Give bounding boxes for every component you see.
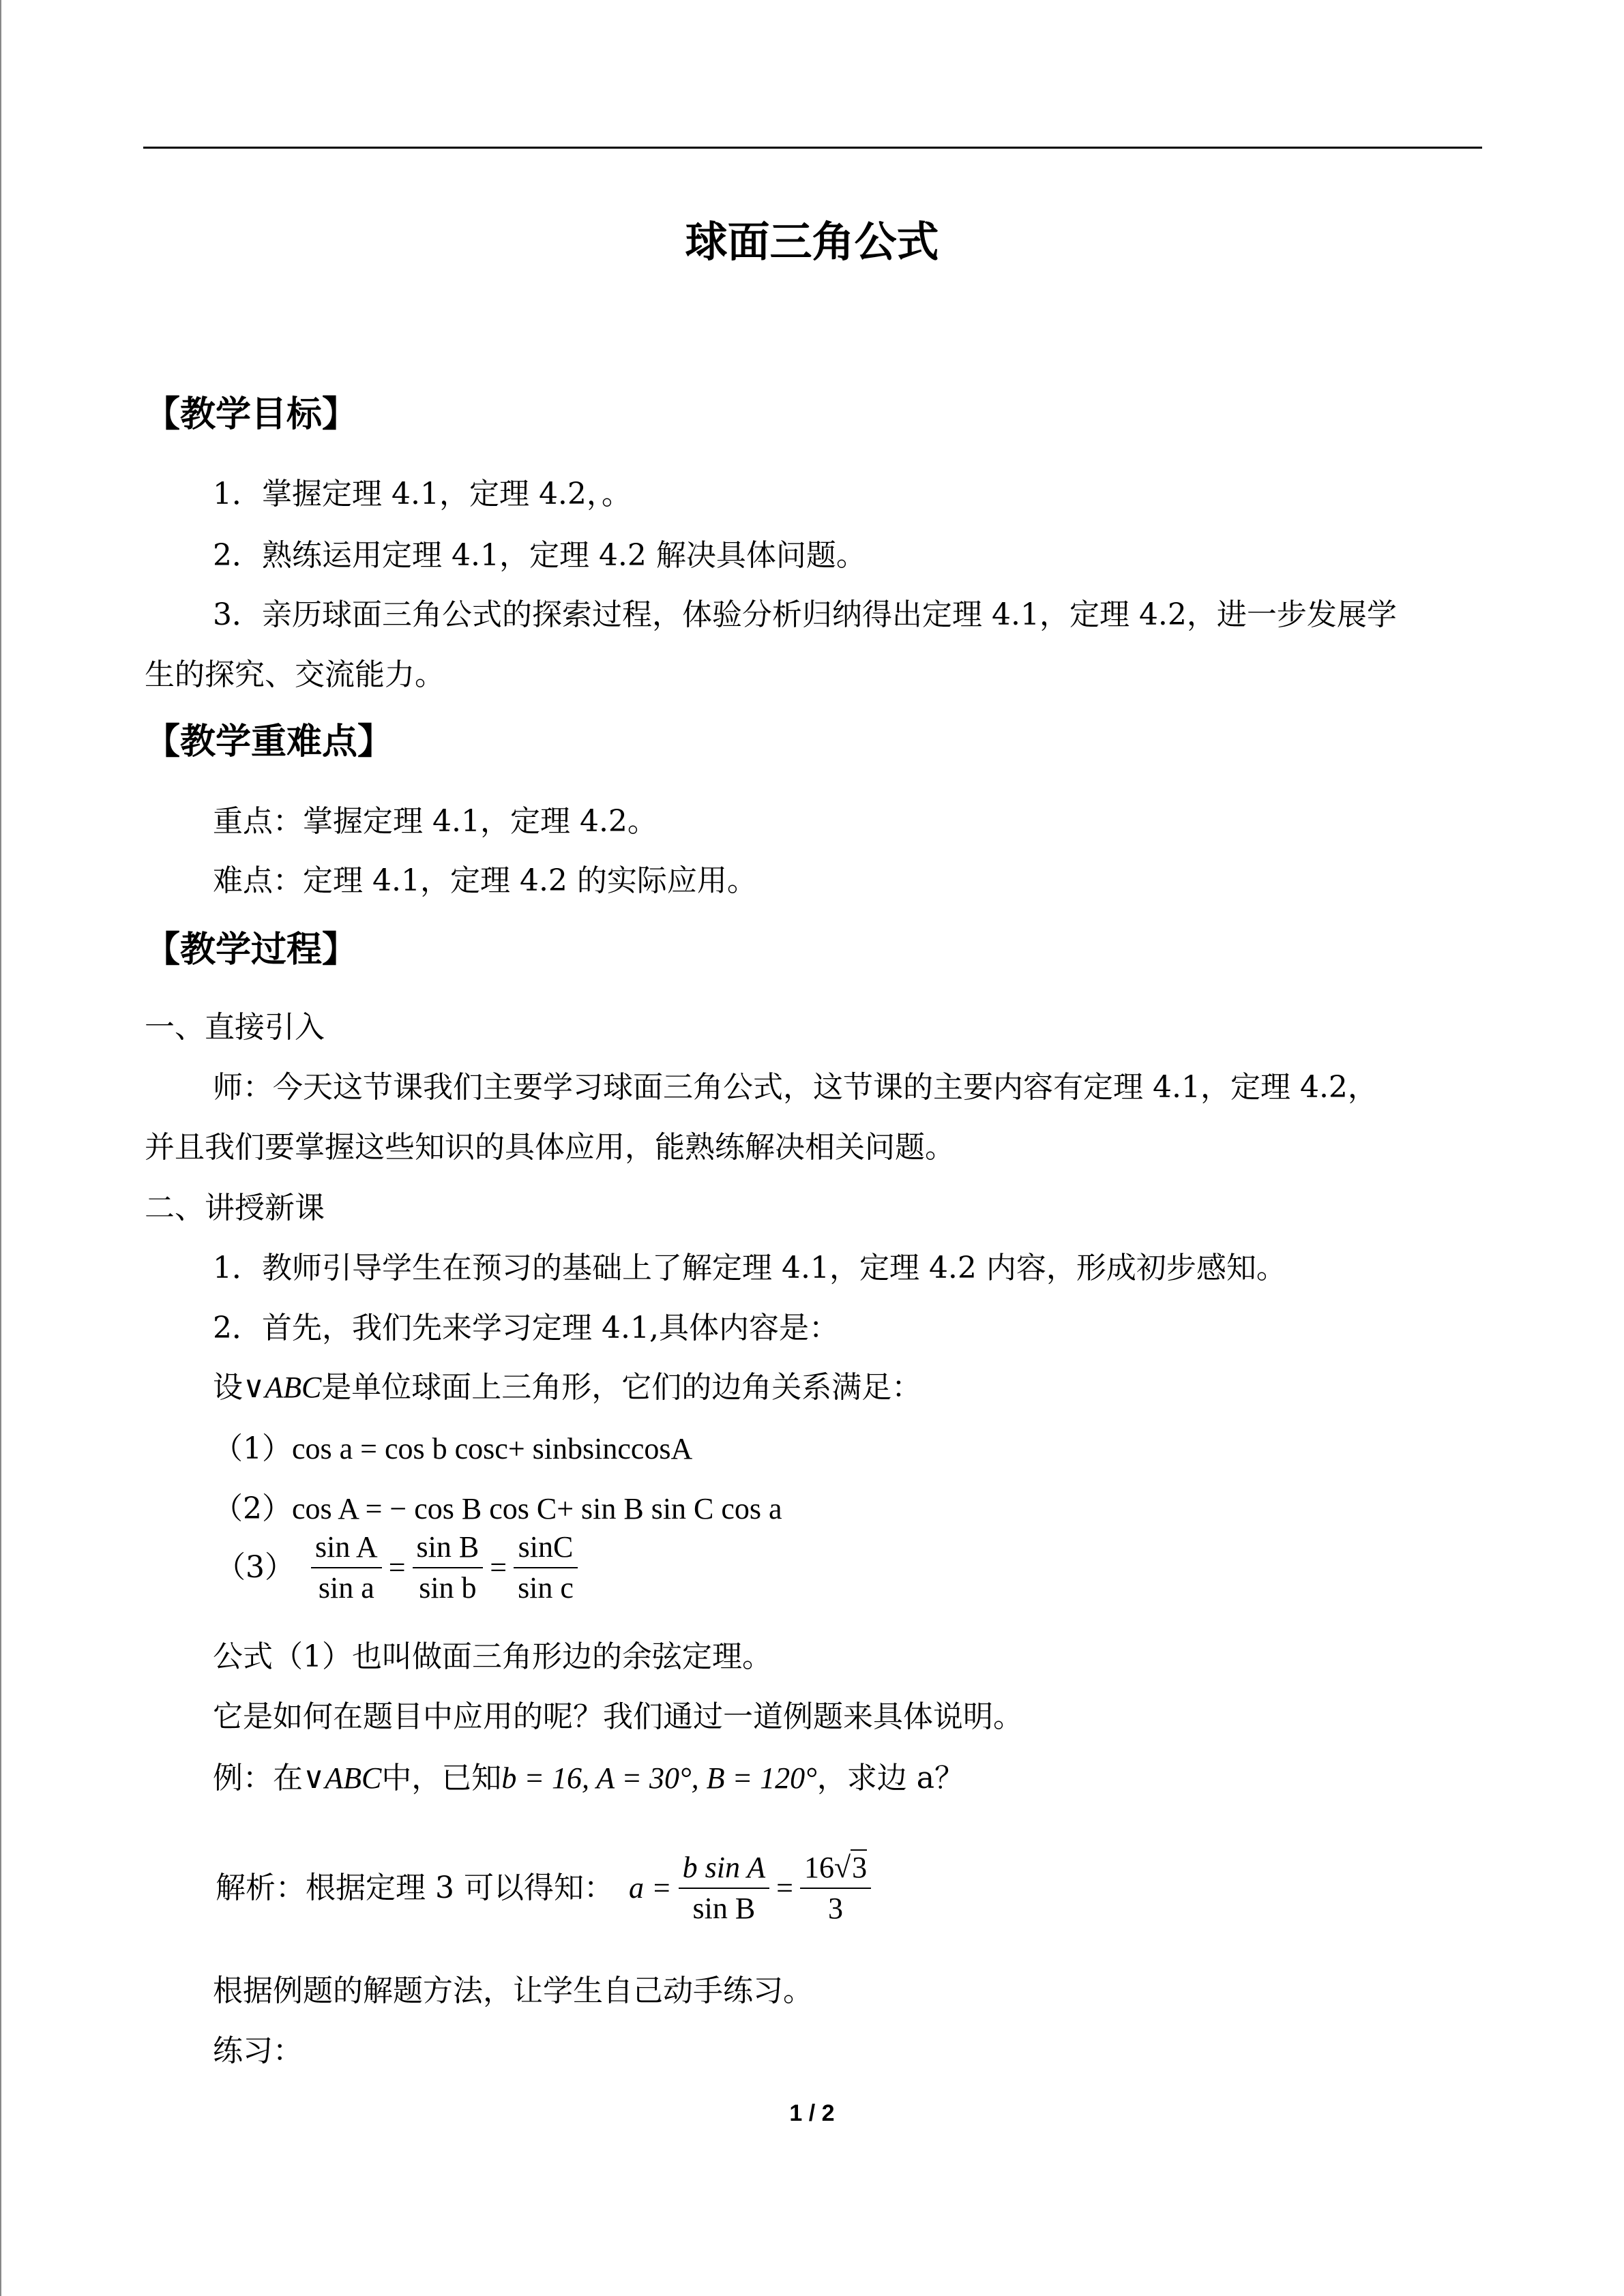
difficult-point: 难点：定理 4.1，定理 4.2 的实际应用。 bbox=[213, 863, 757, 898]
example-middle: 中，已知 bbox=[381, 1761, 502, 1795]
part-1-text-line-2: 并且我们要掌握这些知识的具体应用，能熟练解决相关问题。 bbox=[145, 1130, 955, 1165]
formula-1-label: （1） bbox=[213, 1431, 292, 1466]
example-suffix: ，求边 a？ bbox=[816, 1761, 964, 1795]
fraction-1-denominator: sin a bbox=[318, 1571, 374, 1605]
section-heading-goals: 【教学目标】 bbox=[145, 394, 358, 435]
step-2: 2．首先，我们先来学习定理 4.1,具体内容是： bbox=[213, 1311, 839, 1345]
header-rule bbox=[143, 147, 1482, 149]
formula-1-expression: cos a = cos b cosc+ sinbsinccosA bbox=[292, 1432, 693, 1465]
formula-2 bbox=[213, 1489, 782, 1530]
part-2-title: 二、讲授新课 bbox=[145, 1191, 325, 1225]
setup-suffix: 是单位球面上三角形，它们的边角关系满足： bbox=[321, 1370, 922, 1405]
practice-label: 练习： bbox=[213, 2033, 303, 2068]
example-prefix: 例：在 bbox=[213, 1761, 303, 1795]
equals-sign: = bbox=[388, 1551, 406, 1584]
solution-fraction-2-denominator: 3 bbox=[828, 1892, 844, 1925]
example-triangle: ∨ABC bbox=[303, 1761, 382, 1795]
goal-3-line-2: 生的探究、交流能力。 bbox=[145, 657, 445, 692]
equals-sign: = bbox=[776, 1871, 793, 1905]
solution-fraction-1-numerator: b sin A bbox=[679, 1848, 769, 1889]
fraction-2-numerator: sin B bbox=[413, 1527, 484, 1568]
fraction-1-numerator: sin A bbox=[311, 1527, 382, 1568]
formula-note: 公式（1）也叫做面三角形边的余弦定理。 bbox=[213, 1639, 772, 1674]
formula-2-label: （2） bbox=[213, 1491, 292, 1526]
key-point: 重点：掌握定理 4.1，定理 4.2。 bbox=[213, 804, 658, 839]
section-heading-process: 【教学过程】 bbox=[145, 929, 358, 970]
section-heading-key-points: 【教学重难点】 bbox=[145, 721, 394, 762]
formula-3 bbox=[213, 1527, 582, 1608]
fraction-3-denominator: sin c bbox=[518, 1571, 574, 1605]
solution-lhs: a = bbox=[628, 1871, 672, 1905]
part-1-title: 一、直接引入 bbox=[145, 1010, 325, 1045]
solution-fraction-2-numerator bbox=[800, 1848, 871, 1889]
fraction-2-denominator: sin b bbox=[419, 1571, 477, 1605]
document-title: 球面三角公式 bbox=[685, 217, 939, 267]
goal-3-line-1: 3．亲历球面三角公式的探索过程，体验分析归纳得出定理 4.1，定理 4.2，进一步发展学 bbox=[213, 597, 1397, 632]
setup-triangle: ∨ABC bbox=[243, 1371, 322, 1404]
formula-3-label: （3） bbox=[216, 1550, 295, 1585]
formula-3-fraction-3 bbox=[514, 1527, 578, 1608]
goal-2: 2．熟练运用定理 4.1，定理 4.2 解决具体问题。 bbox=[213, 538, 866, 573]
setup-prefix: 设 bbox=[213, 1370, 243, 1405]
page-number: 1 / 2 bbox=[789, 2100, 835, 2126]
solution-fraction-1 bbox=[679, 1848, 769, 1928]
fraction-3-numerator: sinC bbox=[514, 1527, 578, 1568]
theorem-setup bbox=[213, 1367, 921, 1408]
application-question: 它是如何在题目中应用的呢？我们通过一道例题来具体说明。 bbox=[213, 1699, 1023, 1734]
solution-prefix: 解析：根据定理 3 可以得知： bbox=[216, 1870, 614, 1905]
step-1: 1．教师引导学生在预习的基础上了解定理 4.1，定理 4.2 内容，形成初步感知。 bbox=[213, 1251, 1286, 1285]
sqrt-icon: √ bbox=[833, 1851, 851, 1884]
formula-2-expression: cos A = − cos B cos C+ sin B sin C cos a bbox=[292, 1492, 782, 1525]
example-conditions: b = 16, A = 30°, B = 120° bbox=[501, 1761, 817, 1795]
goal-1: 1．掌握定理 4.1，定理 4.2，。 bbox=[213, 477, 632, 511]
coefficient: 16 bbox=[803, 1851, 834, 1884]
radicand: 3 bbox=[852, 1851, 868, 1884]
practice-intro: 根据例题的解题方法，让学生自己动手练习。 bbox=[213, 1973, 813, 2008]
part-1-text-line-1: 师：今天这节课我们主要学习球面三角公式，这节课的主要内容有定理 4.1，定理 4.2， bbox=[213, 1070, 1378, 1105]
solution bbox=[213, 1848, 875, 1928]
example bbox=[213, 1758, 964, 1799]
solution-fraction-2 bbox=[800, 1848, 871, 1928]
formula-3-fraction-1 bbox=[311, 1527, 382, 1608]
formula-3-fraction-2 bbox=[413, 1527, 484, 1608]
equals-sign: = bbox=[490, 1551, 507, 1584]
formula-1 bbox=[213, 1429, 692, 1470]
solution-fraction-1-denominator: sin B bbox=[692, 1892, 756, 1925]
